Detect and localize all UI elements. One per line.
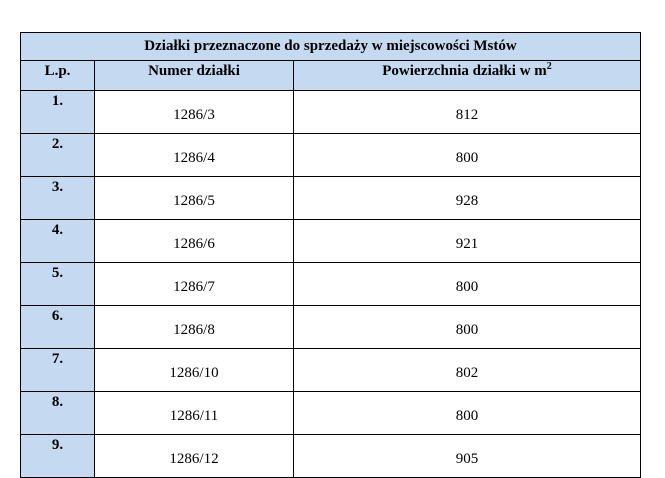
row-plot-number-cell: 1286/5 [95,177,294,220]
header-plot-area-unit-exponent: 2 [546,61,552,72]
row-plot-number-cell: 1286/4 [95,134,294,177]
row-plot-area-cell: 812 [294,91,641,134]
row-lp-cell: 2. [21,134,95,177]
table-row [21,306,641,349]
header-plot-area [294,61,641,91]
table-row [21,435,641,478]
row-lp-cell: 5. [21,263,95,306]
row-plot-area-cell: 905 [294,435,641,478]
row-plot-number-cell: 1286/3 [95,91,294,134]
row-plot-area-cell: 800 [294,134,641,177]
row-plot-number-cell: 1286/7 [95,263,294,306]
row-lp-cell: 8. [21,392,95,435]
row-plot-area-cell: 921 [294,220,641,263]
row-plot-number-cell: 1286/11 [95,392,294,435]
table-row [21,177,641,220]
row-plot-number-cell: 1286/12 [95,435,294,478]
plots-table [20,32,641,478]
row-plot-area-cell: 800 [294,392,641,435]
table-row [21,263,641,306]
row-lp-cell: 4. [21,220,95,263]
row-lp-cell: 9. [21,435,95,478]
row-plot-area-cell: 800 [294,306,641,349]
header-lp: L.p. [21,61,95,91]
table-caption: Działki przeznaczone do sprzedaży w miejscowości Mstów [21,33,641,61]
table-row [21,134,641,177]
caption-row [21,33,641,61]
row-plot-number-cell: 1286/8 [95,306,294,349]
row-plot-area-cell: 802 [294,349,641,392]
row-plot-area-cell: 800 [294,263,641,306]
row-lp-cell: 6. [21,306,95,349]
row-lp-cell: 1. [21,91,95,134]
row-plot-area-cell: 928 [294,177,641,220]
row-lp-cell: 7. [21,349,95,392]
header-plot-number: Numer działki [95,61,294,91]
header-plot-area-label: Powierzchnia działki w m [382,63,547,79]
table-row [21,349,641,392]
header-row [21,61,641,91]
row-lp-cell: 3. [21,177,95,220]
table-row [21,91,641,134]
table-row [21,220,641,263]
table-row [21,392,641,435]
row-plot-number-cell: 1286/10 [95,349,294,392]
row-plot-number-cell: 1286/6 [95,220,294,263]
